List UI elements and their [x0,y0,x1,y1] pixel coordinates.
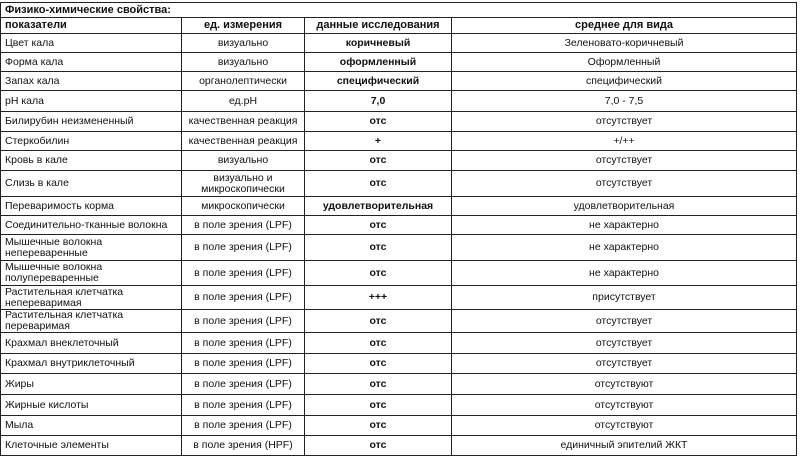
unit-cell: визуально [182,53,305,72]
indicator-cell: Форма кала [1,53,182,72]
indicator-cell: Растительная клетчатка переваримая [1,310,182,333]
indicator-cell: pH кала [1,91,182,112]
norm-cell: Зеленовато-коричневый [452,34,797,53]
indicator-cell: Слизь в кале [1,171,182,197]
table-row [1,151,797,171]
table-row [1,286,797,310]
result-cell: отс [305,374,452,395]
indicator-cell: Крахмал внеклеточный [1,333,182,354]
result-cell: отс [305,354,452,374]
header-indicator: показатели [1,18,182,34]
table-title-row [1,3,797,18]
table-row [1,374,797,395]
table-row [1,395,797,416]
table-row [1,216,797,235]
result-cell: отс [305,395,452,416]
table-row [1,416,797,436]
norm-cell: не характерно [452,261,797,286]
norm-cell: отсутствует [452,171,797,197]
result-cell: специфический [305,72,452,91]
unit-cell: в поле зрения (LPF) [182,333,305,354]
unit-cell: в поле зрения (LPF) [182,216,305,235]
indicator-cell: Билирубин неизмененный [1,112,182,132]
table-row [1,91,797,112]
result-cell: отс [305,171,452,197]
table-row [1,197,797,216]
norm-cell: не характерно [452,216,797,235]
result-cell: отс [305,235,452,261]
properties-table [0,2,797,456]
norm-cell: отсутствует [452,333,797,354]
norm-cell: отсутствует [452,151,797,171]
unit-cell: органолептически [182,72,305,91]
result-cell: удовлетворительная [305,197,452,216]
norm-cell: отсутствуют [452,395,797,416]
result-cell: отс [305,151,452,171]
header-row [1,18,797,34]
indicator-cell: Запах кала [1,72,182,91]
indicator-cell: Жиры [1,374,182,395]
result-cell: отс [305,416,452,436]
norm-cell: отсутствуют [452,374,797,395]
indicator-cell: Цвет кала [1,34,182,53]
header-result: данные исследования [305,18,452,34]
unit-cell: в поле зрения (LPF) [182,261,305,286]
unit-cell: ед.pH [182,91,305,112]
result-cell: + [305,132,452,151]
norm-cell: отсутствует [452,112,797,132]
header-norm: среднее для вида [452,18,797,34]
norm-cell: отсутствует [452,310,797,333]
indicator-cell: Кровь в кале [1,151,182,171]
norm-cell: удовлетворительная [452,197,797,216]
unit-cell: в поле зрения (LPF) [182,286,305,310]
header-unit: ед. измерения [182,18,305,34]
indicator-cell: Переваримость корма [1,197,182,216]
table-row [1,436,797,456]
unit-cell: в поле зрения (LPF) [182,354,305,374]
table-row [1,261,797,286]
norm-cell: отсутствует [452,354,797,374]
result-cell: отс [305,333,452,354]
table-row [1,171,797,197]
result-cell: отс [305,216,452,235]
indicator-cell: Клеточные элементы [1,436,182,456]
norm-cell: отсутствуют [452,416,797,436]
unit-cell: качественная реакция [182,112,305,132]
indicator-cell: Мышечные волокна полупереваренные [1,261,182,286]
unit-cell: в поле зрения (LPF) [182,395,305,416]
unit-cell: в поле зрения (LPF) [182,310,305,333]
norm-cell: присутствует [452,286,797,310]
norm-cell: специфический [452,72,797,91]
result-cell: отс [305,436,452,456]
result-cell: +++ [305,286,452,310]
result-cell: отс [305,112,452,132]
unit-cell: в поле зрения (LPF) [182,374,305,395]
norm-cell: единичный эпителий ЖКТ [452,436,797,456]
table-title: Физико-химические свойства: [1,3,797,18]
unit-cell: качественная реакция [182,132,305,151]
result-cell: оформленный [305,53,452,72]
table-row [1,310,797,333]
indicator-cell: Крахмал внутриклеточный [1,354,182,374]
indicator-cell: Мыла [1,416,182,436]
table-row [1,34,797,53]
result-cell: отс [305,261,452,286]
norm-cell: Оформленный [452,53,797,72]
table-row [1,333,797,354]
indicator-cell: Соединительно-тканные волокна [1,216,182,235]
result-cell: отс [305,310,452,333]
table-row [1,235,797,261]
indicator-cell: Мышечные волокна непереваренные [1,235,182,261]
result-cell: коричневый [305,34,452,53]
unit-cell: микроскопически [182,197,305,216]
indicator-cell: Стеркобилин [1,132,182,151]
table-row [1,132,797,151]
unit-cell: в поле зрения (HPF) [182,436,305,456]
unit-cell: визуально [182,151,305,171]
result-cell: 7,0 [305,91,452,112]
table-row [1,354,797,374]
table-row [1,112,797,132]
table-row [1,72,797,91]
norm-cell: +/++ [452,132,797,151]
unit-cell: визуально [182,34,305,53]
table-row [1,53,797,72]
unit-cell: в поле зрения (LPF) [182,235,305,261]
unit-cell: в поле зрения (LPF) [182,416,305,436]
indicator-cell: Растительная клетчатка непереваримая [1,286,182,310]
indicator-cell: Жирные кислоты [1,395,182,416]
unit-cell: визуально и микроскопически [182,171,305,197]
table-body [1,34,797,456]
norm-cell: 7,0 - 7,5 [452,91,797,112]
lab-report-sheet [0,2,796,456]
norm-cell: не характерно [452,235,797,261]
